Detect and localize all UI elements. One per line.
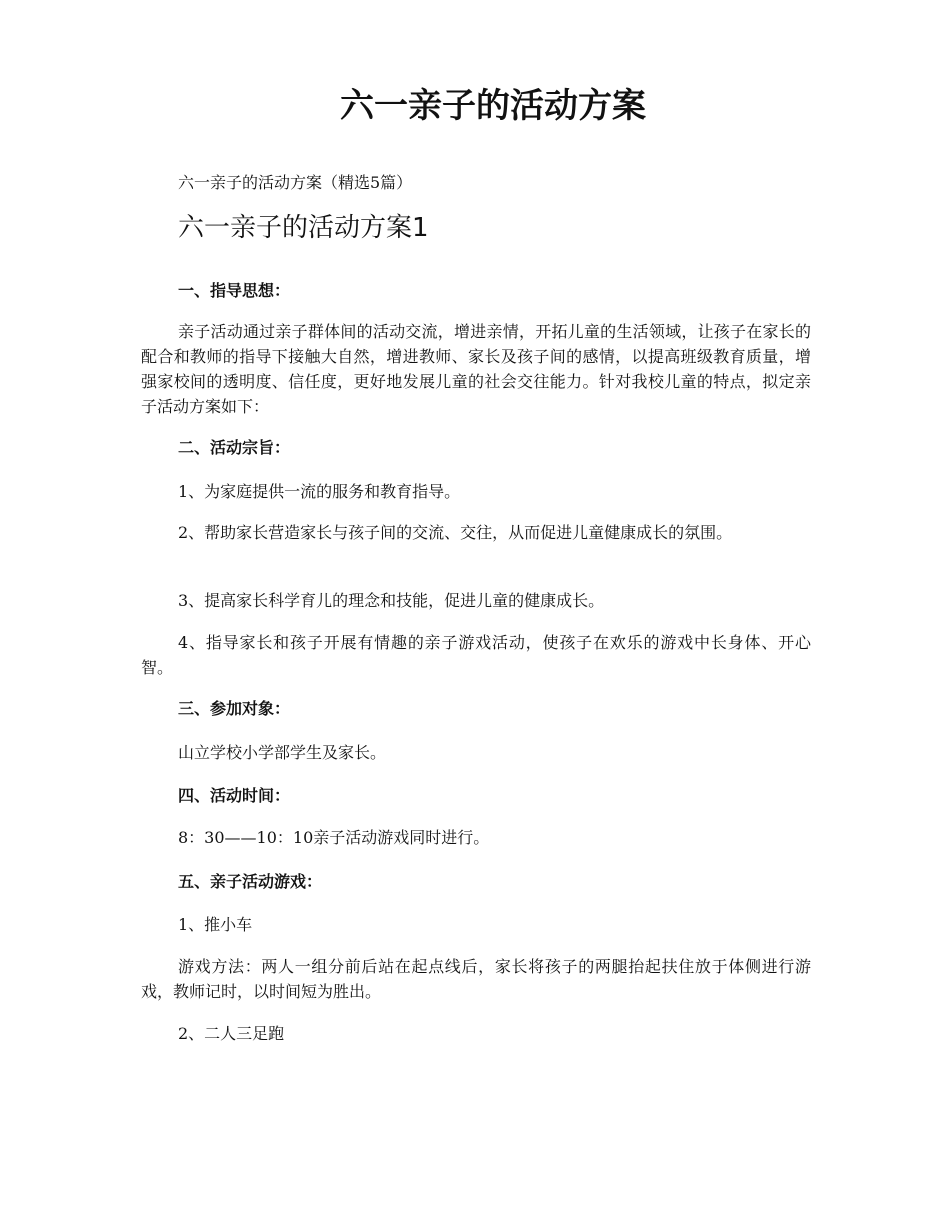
paragraph-activity-time: 8：30——10：10亲子活动游戏同时进行。 [178, 828, 490, 847]
heading-activity-time: 四、活动时间： [178, 786, 291, 805]
heading-activity-purpose: 二、活动宗旨： [178, 438, 291, 457]
document-title: 六一亲子的活动方案 [340, 86, 646, 126]
paragraph-participants: 山立学校小学部学生及家长。 [178, 743, 387, 762]
paragraph-purpose-3: 3、提高家长科学育儿的理念和技能，促进儿童的健康成长。 [178, 591, 605, 610]
heading-participants: 三、参加对象： [178, 699, 291, 718]
paragraph-purpose-4: 4、指导家长和孩子开展有情趣的亲子游戏活动，使孩子在欢乐的游戏中长身体、开心智。 [141, 633, 811, 677]
intro-line: 六一亲子的活动方案（精选5篇） [178, 173, 413, 192]
section-title: 六一亲子的活动方案1 [178, 213, 429, 243]
paragraph-game-1: 1、推小车 [178, 915, 253, 934]
paragraph-guiding-thought: 亲子活动通过亲子群体间的活动交流，增进亲情，开拓儿童的生活领域，让孩子在家长的配合和教师的指导下接触大自然，增进教师、家长及孩子间的感情，以提高班级教育质量，增强家校间的透明度、信任度，更好地发展儿童的社会交往能力。针对我校儿童的特点，拟定亲子活动方案如下： [141, 322, 811, 416]
heading-guiding-thought: 一、指导思想： [178, 281, 291, 300]
paragraph-game-1-method: 游戏方法：两人一组分前后站在起点线后，家长将孩子的两腿抬起扶住放于体侧进行游戏，教师记时，以时间短为胜出。 [141, 957, 811, 1001]
paragraph-purpose-2: 2、帮助家长营造家长与孩子间的交流、交往，从而促进儿童健康成长的氛围。 [178, 523, 733, 542]
paragraph-purpose-1: 1、为家庭提供一流的服务和教育指导。 [178, 482, 461, 501]
heading-games: 五、亲子活动游戏： [178, 872, 323, 891]
paragraph-game-2: 2、二人三足跑 [178, 1024, 285, 1043]
